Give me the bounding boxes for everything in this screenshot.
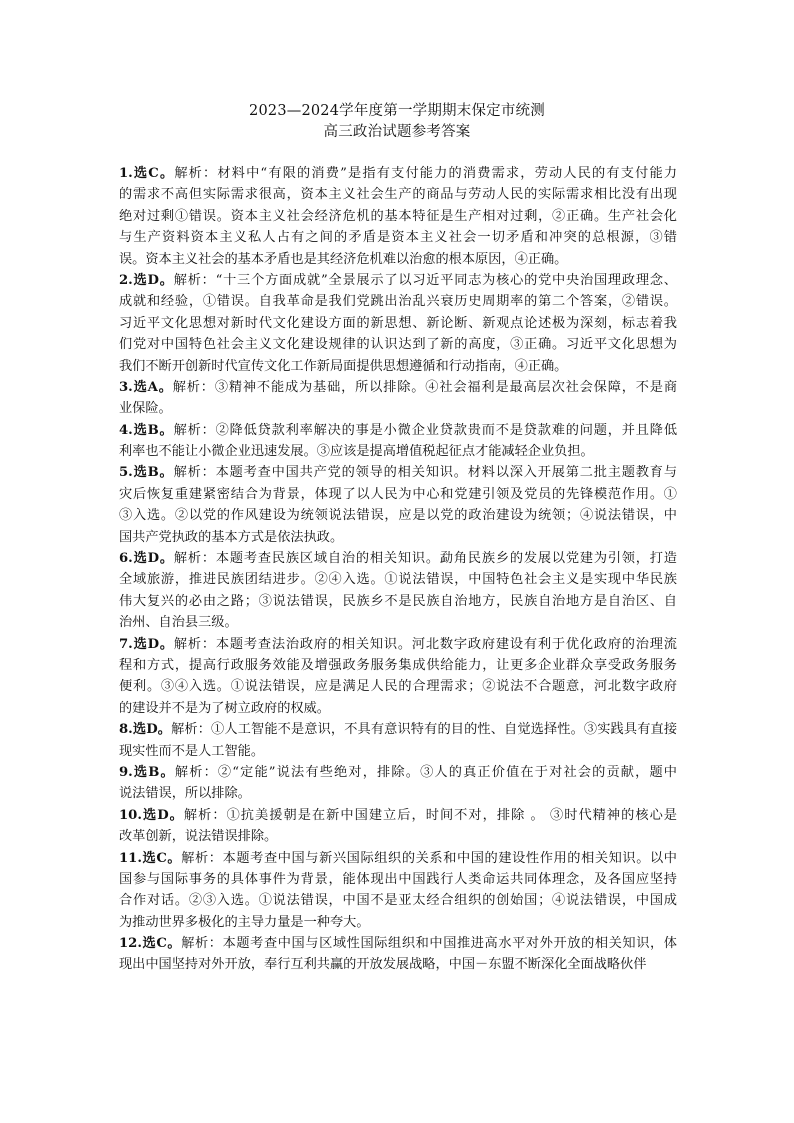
answer-text: 与生产资料资本主义私人占有之间的矛盾是资本主义社会一切矛盾和冲突的总根源，③错 [119,230,677,246]
answer-text: 们党对中国特色社会主义文化建设规律的认识达到了新的高度，③正确。习近平文化思想为 [119,337,677,353]
answer-text: 解析：①人工智能不是意识，不具有意识特有的目的性、自觉选择性。③实践具有直接 [171,722,677,738]
answer-label: 10.选D。 [119,807,184,823]
answer-text: 解析：②“定能”说法有些绝对，排除。③人的真正价值在于对社会的贡献，题中 [174,764,677,780]
answer-text: 解析：本题考查民族区域自治的相关知识。勐角民族乡的发展以党建为引领，打造 [173,551,677,567]
answer-line [119,912,677,933]
answer-line [119,334,677,355]
answer-line [119,356,677,377]
answer-text: 为推动世界多极化的主导力量是一种夸大。 [119,914,370,930]
answer-line [119,783,677,804]
answer-label: 2.选D。 [119,272,174,288]
answer-text: 灾后恢复重建紧密结合为背景，体现了以人民为中心和党建引领及党员的先锋模范作用。① [119,486,677,502]
answer-text: 的建设并不是为了树立政府的权威。 [119,700,330,716]
answer-line [119,420,677,441]
answer-line [119,462,677,483]
answer-line [119,698,677,719]
answer-item [119,163,677,270]
answer-text: 国参与国际事务的具体事件为背景，能体现出中国践行人类命运共同体理念，及各国应坚持 [119,871,677,887]
answer-text: 便利。③④入选。①说法错误，应是满足人民的合理需求；②说法不合题意，河北数字政府 [119,679,677,695]
answer-text: 习近平文化思想对新时代文化建设方面的新思想、新论断、新观点论述极为深刻，标志着我 [119,315,677,331]
answer-line [119,313,677,334]
answer-text: 治州、自治县三级。 [119,615,238,631]
answer-line [119,890,677,911]
answer-text: 解析：①抗美援朝是在新中国建立后，时间不对，排除 。 ③时代精神的核心是 [183,807,677,823]
answer-line [119,869,677,890]
answer-label: 7.选D。 [119,636,174,652]
answer-text: 解析：②降低贷款利率解决的事是小微企业贷款贵而不是贷款难的问题，并且降低 [173,422,677,438]
answer-text: 误。资本主义社会的基本矛盾也是其经济危机难以治愈的根本原因，④正确。 [119,251,568,267]
answer-text: 利率也不能让小微企业迅速发展。③应该是提高增值税起征点才能减轻企业负担。 [119,444,594,460]
answer-line [119,163,677,184]
answer-text: 合作对话。②③入选。①说法错误，中国不是亚太经合组织的创始国；④说法错误，中国成 [119,893,677,909]
answer-line [119,527,677,548]
answer-label: 6.选D。 [119,551,174,567]
answer-line [119,377,677,398]
answer-text: 说法错误，所以排除。 [119,786,251,802]
answer-line [119,505,677,526]
answer-label: 5.选B。 [119,465,174,481]
answer-text: 我们不断开创新时代宣传文化工作新局面提供思想遵循和行动指南，④正确。 [119,358,568,374]
answer-list [119,163,677,976]
answer-line [119,954,677,975]
answer-line [119,591,677,612]
answer-text: 全域旅游，推进民族团结进步。②④入选。①说法错误，中国特色社会主义是实现中华民族 [119,572,677,588]
answer-item [119,848,677,934]
answer-line [119,805,677,826]
answer-item [119,548,677,634]
answer-text: 解析：本题考查中国与新兴国际组织的关系和中国的建设性作用的相关知识。以中 [181,850,677,866]
answer-text: 现出中国坚持对外开放，奉行互利共赢的开放发展战略，中国－东盟不断深化全面战略伙伴 [119,957,647,973]
answer-item [119,719,677,762]
answer-text: 程和方式，提高行政服务效能及增强政务服务集成供给能力，让更多企业群众享受政务服务 [119,657,677,673]
answer-text: 成就和经验，①错误。自我革命是我们党跳出治乱兴衰历史周期率的第二个答案，②错误。 [119,294,677,310]
answer-text: 的需求不高但实际需求很高，资本主义社会生产的商品与劳动人民的实际需求相比没有出现 [119,187,677,203]
answer-line [119,612,677,633]
answer-text: 解析：材料中“有限的消费”是指有支付能力的消费需求，劳动人民的有支付能力 [174,166,677,181]
answer-text: ③入选。②以党的作风建设为统领说法错误，应是以党的政治建设为统领；④说法错误，中 [119,508,677,524]
answer-line [119,249,677,270]
answer-text: 解析：③精神不能成为基础，所以排除。④社会福利是最高层次社会保障，不是商 [172,379,677,395]
answer-line [119,270,677,291]
answer-label: 9.选B。 [119,764,175,780]
answer-text: 国共产党执政的基本方式是依法执政。 [119,529,344,545]
answer-line [119,398,677,419]
answer-text: 伟大复兴的必由之路；③说法错误，民族乡不是民族自治地方，民族自治地方是自治区、自 [119,593,677,609]
answer-label: 12.选C。 [119,936,182,952]
answer-line [119,655,677,676]
answer-text: 解析：本题考查中国与区域性国际组织和中国推进高水平对外开放的相关知识，体 [181,936,677,952]
answer-label: 11.选C。 [119,850,182,866]
answer-item [119,462,677,548]
answer-line [119,206,677,227]
answer-text: 业保险。 [119,401,172,417]
document-title: 2023—2024学年度第一学期期末保定市统测 [249,103,545,119]
answer-line [119,762,677,783]
answer-line [119,719,677,740]
answer-label: 1.选C。 [119,166,175,181]
answer-item [119,420,677,463]
answer-text: 解析：“十三个方面成就”全景展示了以习近平同志为核心的党中央治国理政理念、 [173,272,677,288]
answer-item [119,805,677,848]
answer-line [119,548,677,569]
answer-line [119,291,677,312]
answer-text: 解析：本题考查中国共产党的领导的相关知识。材料以深入开展第二批主题教育与 [173,465,677,481]
answer-text: 现实性而不是人工智能。 [119,743,265,759]
answer-label: 4.选B。 [119,422,174,438]
answer-item [119,762,677,805]
answer-line [119,676,677,697]
answer-line [119,741,677,762]
answer-item [119,933,677,976]
answer-label: 3.选A。 [119,379,173,395]
document-subtitle: 高三政治试题参考答案 [323,124,471,140]
answer-line [119,227,677,248]
answer-line [119,634,677,655]
answer-line [119,569,677,590]
answer-text: 解析：本题考查法治政府的相关知识。河北数字政府建设有利于优化政府的治理流 [173,636,677,652]
answer-line [119,484,677,505]
answer-text: 绝对过剩①错误。资本主义社会经济危机的基本特征是生产相对过剩，②正确。生产社会化 [119,208,677,224]
answer-item [119,634,677,720]
answer-line [119,848,677,869]
answer-label: 8.选D。 [119,722,172,738]
answer-text: 改革创新，说法错误排除。 [119,829,278,845]
answer-item [119,270,677,377]
answer-line [119,184,677,205]
answer-line [119,933,677,954]
answer-line [119,441,677,462]
answer-item [119,377,677,420]
answer-line [119,826,677,847]
